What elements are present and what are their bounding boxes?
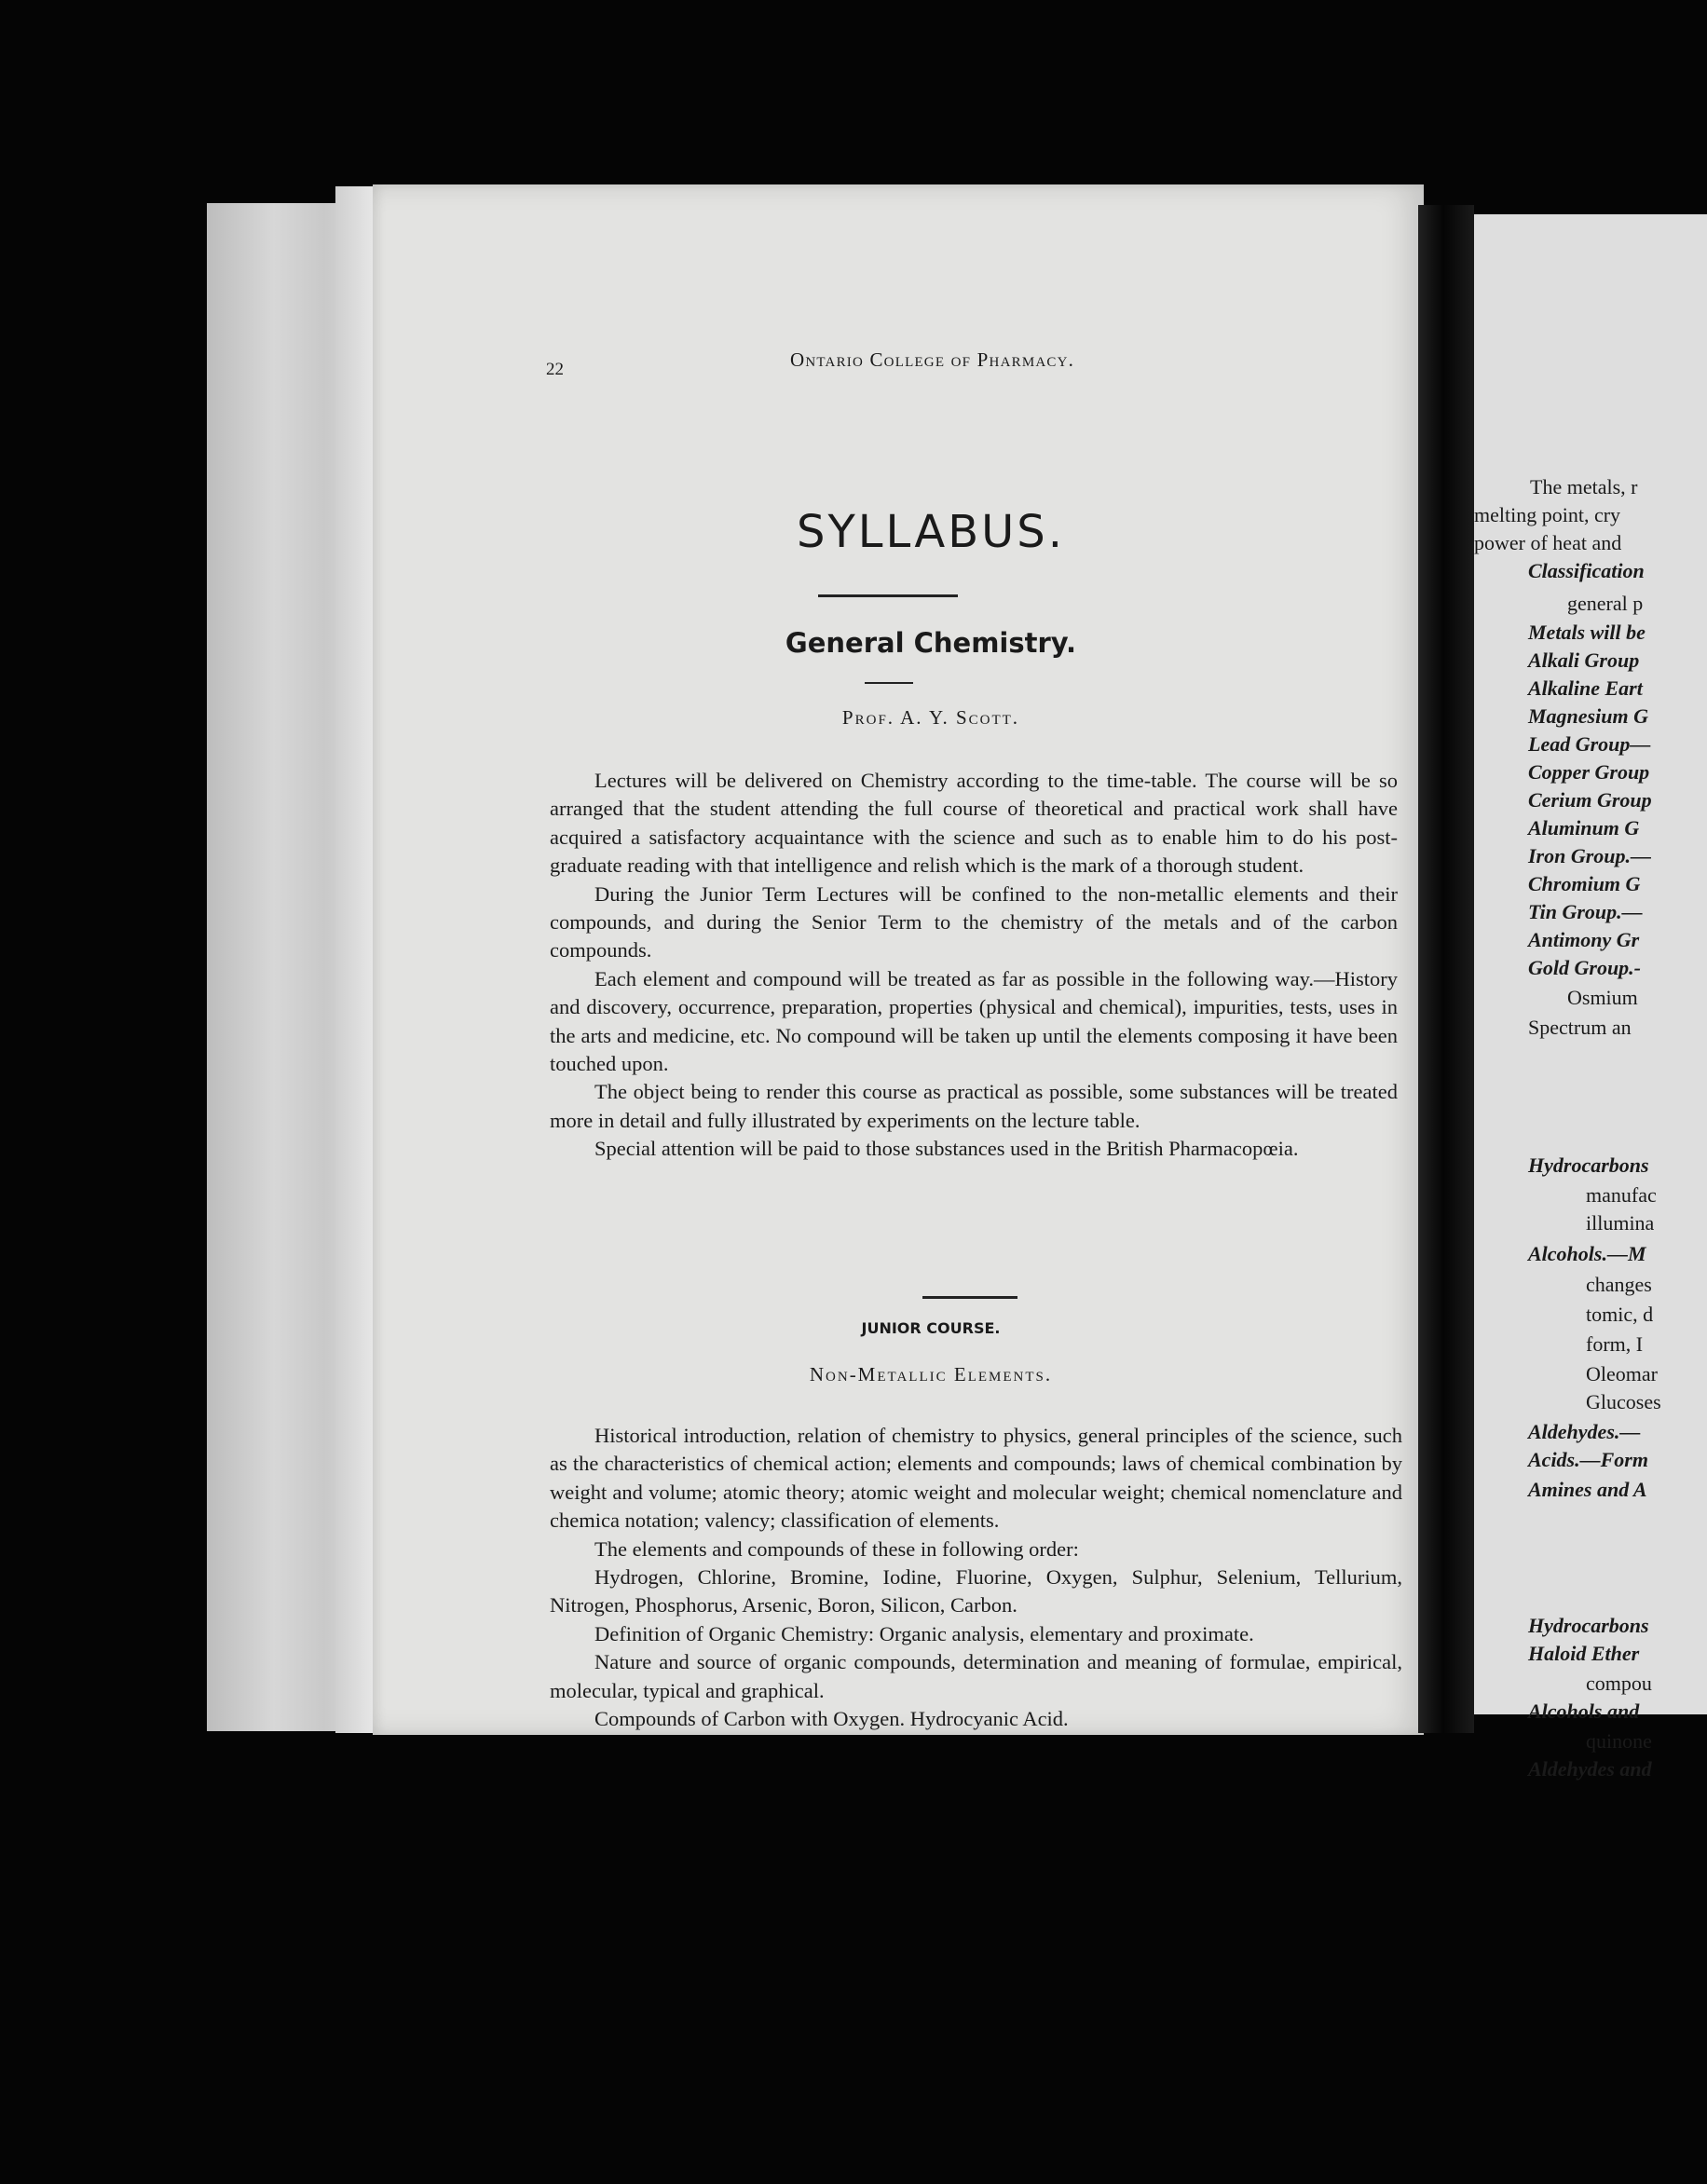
subject-rule [865, 682, 913, 684]
page-title: SYLLABUS. [797, 506, 1065, 558]
right-page-line: power of heat and [1474, 531, 1622, 554]
right-page-line: Lead Group— [1528, 732, 1651, 756]
course-paragraph: Definition of Organic Chemistry: Organic analysis, elementary and proximate. [594, 1621, 1254, 1645]
right-page-line: melting point, cry [1474, 503, 1621, 526]
course-paragraph: Historical introduction, relation of chemistry to physics, general principles of the science, such as the characteristics of chemical action; elements and compounds; laws of chemical combination by weight and volume; atomic theory; atomic weight and molecular weight; chemical nomenclature and chemica notation; valency; classification of elements. [550, 1424, 1402, 1533]
right-page-line: Hydrocarbons [1528, 1614, 1649, 1637]
book-gutter [1418, 205, 1474, 1733]
right-page-line: changes [1586, 1273, 1652, 1296]
right-page-line: Acids.—Form [1528, 1448, 1648, 1471]
course-text [550, 1422, 1402, 1733]
course-paragraph: Hydrogen, Chlorine, Bromine, Iodine, Fluorine, Oxygen, Sulphur, Selenium, Tellurium, Nitrogen, Phosphorus, Arsenic, Boron, Silicon, Carbon. [550, 1565, 1402, 1618]
right-page-line: Alkali Group [1528, 648, 1640, 672]
intro-paragraph: The object being to render this course as practical as possible, some substances will be treated more in detail and fully illustrated by experiments on the lecture table. [550, 1080, 1398, 1132]
right-page-line: Aldehydes and [1528, 1757, 1652, 1781]
right-page-line: quinone [1586, 1729, 1652, 1753]
intro-paragraph: Special attention will be paid to those substances used in the British Pharmacopœia. [594, 1137, 1299, 1161]
right-page-line: Aluminum G [1528, 816, 1640, 839]
intro-paragraph: During the Junior Term Lectures will be confined to the non-metallic elements and their compounds, and during the Senior Term to the chemistry of the metals and of the carbon compounds. [550, 881, 1398, 962]
subject-heading: General Chemistry. [785, 627, 1077, 659]
page-number: 22 [546, 360, 564, 379]
right-page-line: Haloid Ether [1528, 1642, 1640, 1665]
right-page-line: Magnesium G [1528, 704, 1648, 728]
right-page-line: Copper Group [1528, 760, 1650, 784]
right-page-line: Gold Group.- [1528, 956, 1642, 979]
right-page-line: Hydrocarbons [1528, 1153, 1649, 1177]
right-page [1474, 214, 1707, 1781]
course-heading: JUNIOR COURSE. [861, 1319, 1001, 1337]
right-page-line: The metals, r [1530, 475, 1638, 498]
right-page-line: Amines and A [1528, 1478, 1647, 1501]
right-page-line: Alkaline Eart [1528, 676, 1643, 700]
right-page-line: form, I [1586, 1332, 1644, 1356]
right-page-line: Aldehydes.— [1528, 1420, 1641, 1443]
right-page-line: Classification [1528, 559, 1645, 582]
course-subheading: Non-Metallic Elements. [809, 1363, 1053, 1385]
right-page-line: Alcohols.—M [1528, 1242, 1646, 1265]
intro-paragraph: Lectures will be delivered on Chemistry according to the time-table. The course will be so arranged that the student attending the full course of theoretical and practical work shall have acquired a satisfactory acquaintance with the science and such as to enable him to do his post-graduate reading with that intelligence and relish which is the mark of a thorough student. [550, 769, 1398, 878]
professor-name: Prof. A. Y. Scott. [841, 706, 1020, 729]
right-page-line: Glucoses [1586, 1390, 1661, 1413]
course-paragraph: Nature and source of organic compounds, determination and meaning of formulae, empirical, molecular, typical and graphical. [550, 1650, 1402, 1702]
page-edge-stack-inner [335, 186, 373, 1733]
right-page-line: Chromium G [1528, 872, 1641, 895]
intro-text [550, 767, 1398, 1164]
right-page-line: Cerium Group [1528, 788, 1652, 812]
right-page-line: compou [1586, 1672, 1652, 1695]
intro-paragraph: Each element and compound will be treated as far as possible in the following way.—History and discovery, occurrence, preparation, properties (physical and chemical), impurities, tests, uses in the arts and medicine, etc. No compound will be taken up until the elements composing it have been touched upon. [550, 966, 1398, 1076]
course-paragraph: The elements and compounds of these in following order: [594, 1536, 1079, 1561]
right-page-line: Tin Group.— [1528, 900, 1643, 923]
right-page-line: Iron Group.— [1528, 844, 1652, 867]
right-page-line: illumina [1586, 1211, 1655, 1235]
right-page-line: Metals will be [1528, 621, 1646, 644]
section-rule [922, 1296, 1017, 1299]
right-page-line: tomic, d [1586, 1303, 1654, 1326]
right-page-line: Oleomar [1586, 1362, 1658, 1385]
right-page-line: general p [1567, 592, 1644, 615]
course-paragraph: Compounds of Carbon with Oxygen. Hydrocyanic Acid. [594, 1707, 1069, 1731]
right-page-line: Osmium [1567, 986, 1638, 1009]
running-head: Ontario College of Pharmacy. [790, 348, 1075, 371]
left-page [373, 184, 1424, 1735]
right-page-line: manufac [1586, 1183, 1657, 1207]
right-page-line: Alcohols and [1528, 1699, 1640, 1723]
right-page-line: Antimony Gr [1528, 928, 1640, 951]
right-page-line: Spectrum an [1528, 1016, 1632, 1039]
title-rule [818, 594, 958, 597]
